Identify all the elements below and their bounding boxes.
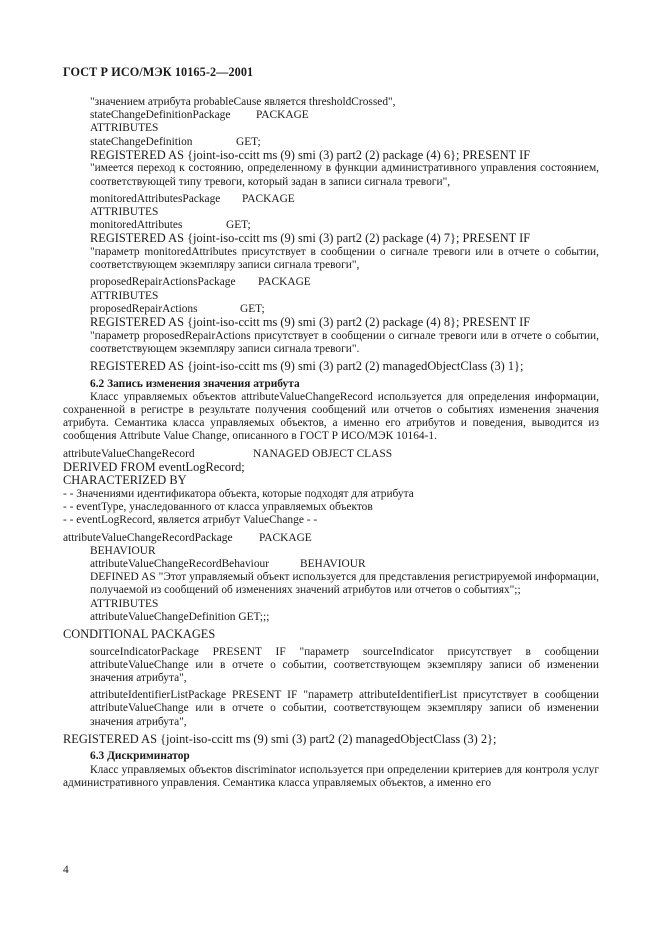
attribute-name: monitoredAttributes xyxy=(90,219,183,232)
conditional-package-paragraph: attributeIdentifierListPackage PRESENT IF "параметр attributeIdentifierList присутствует в сообщении attributeValueChange или в отчете о событии, соответствующем экземпляру записи об изменении значения атрибута", xyxy=(90,689,599,728)
attributes-keyword: ATTRIBUTES xyxy=(90,206,159,219)
conditional-packages-line: CONDITIONAL PACKAGES xyxy=(63,627,216,642)
class-keyword: NANAGED OBJECT CLASS xyxy=(253,447,393,460)
section-heading: 6.2 Запись изменения значения атрибута xyxy=(90,377,300,390)
package-name: monitoredAttributesPackage xyxy=(90,192,221,205)
package-line xyxy=(63,276,599,289)
text-line: "значением атрибута probableCause является thresholdCrossed", xyxy=(90,96,396,108)
behaviour-keyword: BEHAVIOUR xyxy=(300,558,366,571)
attribute-line xyxy=(63,136,599,149)
derived-line: DERIVED FROM eventLogRecord; xyxy=(63,459,245,474)
package-line xyxy=(63,193,599,206)
attribute-line: attributeValueChangeDefinition GET;;; xyxy=(90,610,270,623)
attributes-keyword: ATTRIBUTES xyxy=(90,122,159,135)
package-name: attributeValueChangeRecordPackage xyxy=(63,531,233,544)
package-name: proposedRepairActionsPackage xyxy=(90,276,236,289)
class-line xyxy=(63,448,599,461)
package-keyword: PACKAGE xyxy=(256,109,309,122)
registered-line: REGISTERED AS {joint-iso-ccitt ms (9) smi (3) part2 (2) managedObjectClass (3) 2}; xyxy=(63,731,497,746)
defined-as-paragraph: DEFINED AS "Этот управляемый объект используется для представления регистрируемой информации, получаемой из сообщений об изменениях значений атрибутов или отчетов о событиях";; xyxy=(90,571,599,597)
page-header: ГОСТ Р ИСО/МЭК 10165-2—2001 xyxy=(63,65,254,79)
behaviour-name: attributeValueChangeRecordBehaviour xyxy=(90,558,270,571)
class-name: attributeValueChangeRecord xyxy=(63,447,195,460)
comment-line: - - Значениями идентификатора объекта, которые подходят для атрибута xyxy=(63,488,414,501)
attributes-keyword: ATTRIBUTES xyxy=(90,597,159,610)
behaviour-line xyxy=(63,558,599,571)
behaviour-keyword: BEHAVIOUR xyxy=(90,544,156,557)
page-number: 4 xyxy=(63,864,69,876)
text-paragraph: "параметр proposedRepairActions присутствует в сообщении о сигнале тревоги или в отчете о событии, соответствующем экземпляру записи сигнала тревоги". xyxy=(90,329,599,355)
section-heading: 6.3 Дискриминатор xyxy=(90,750,190,763)
package-line xyxy=(63,109,599,122)
registered-line: REGISTERED AS {joint-iso-ccitt ms (9) smi (3) part2 (2) package (4) 8}; PRESENT IF xyxy=(90,315,531,330)
attribute-access: GET; xyxy=(226,219,251,232)
text-paragraph: "параметр monitoredAttributes присутствует в сообщении о сигнале тревоги или в отчете о событии, соответствующем экземпляру записи сигнала тревоги", xyxy=(90,246,599,272)
comment-line: - - eventType, унаследованного от класса управляемых объектов xyxy=(63,501,373,514)
attribute-access: GET; xyxy=(240,302,265,315)
attribute-name: proposedRepairActions xyxy=(90,302,198,315)
attributes-keyword: ATTRIBUTES xyxy=(90,289,159,302)
registered-line: REGISTERED AS {joint-iso-ccitt ms (9) smi (3) part2 (2) managedObjectClass (3) 1}; xyxy=(90,359,524,374)
registered-line: REGISTERED AS {joint-iso-ccitt ms (9) smi (3) part2 (2) package (4) 6}; PRESENT IF xyxy=(90,147,531,162)
text-paragraph: "имеется переход к состоянию, определенному в функции административного управления состоянием, соответствующей типу тревоги, который задан в записи сигнала тревоги", xyxy=(90,162,599,188)
conditional-package-paragraph: sourceIndicatorPackage PRESENT IF "параметр sourceIndicator присутствует в сообщении attributeValueChange или в отчете о событии, соответствующем экземпляру записи об изменении значения атрибута", xyxy=(90,645,599,685)
section-paragraph: Класс управляемых объектов attributeValueChangeRecord используется для определения информации, сохраненной в регистре в результате получения сообщений или отчетов о событиях изменения значения атрибута. Семантика класса управляемых объектов, а именно его атрибутов и поведения, выводится из сообщения Attribute Value Change, описанного в ГОСТ Р ИСО/МЭК 10164-1. xyxy=(63,390,599,443)
package-keyword: PACKAGE xyxy=(258,276,311,289)
attribute-name: stateChangeDefinition xyxy=(90,135,193,148)
attribute-access: GET; xyxy=(236,135,261,148)
package-keyword: PACKAGE xyxy=(259,531,312,544)
registered-line: REGISTERED AS {joint-iso-ccitt ms (9) smi (3) part2 (2) package (4) 7}; PRESENT IF xyxy=(90,231,531,246)
characterized-line: CHARACTERIZED BY xyxy=(63,473,187,488)
page-content xyxy=(63,96,599,790)
comment-line: - - eventLogRecord, является атрибут ValueChange - - xyxy=(63,514,318,527)
package-name: stateChangeDefinitionPackage xyxy=(90,109,231,122)
section-paragraph: Класс управляемых объектов discriminator используется при определении критериев для контроля услуг административного управления. Семантика класса управляемых объектов, а именно его xyxy=(63,763,599,789)
package-keyword: PACKAGE xyxy=(242,192,295,205)
package-line xyxy=(63,532,599,545)
